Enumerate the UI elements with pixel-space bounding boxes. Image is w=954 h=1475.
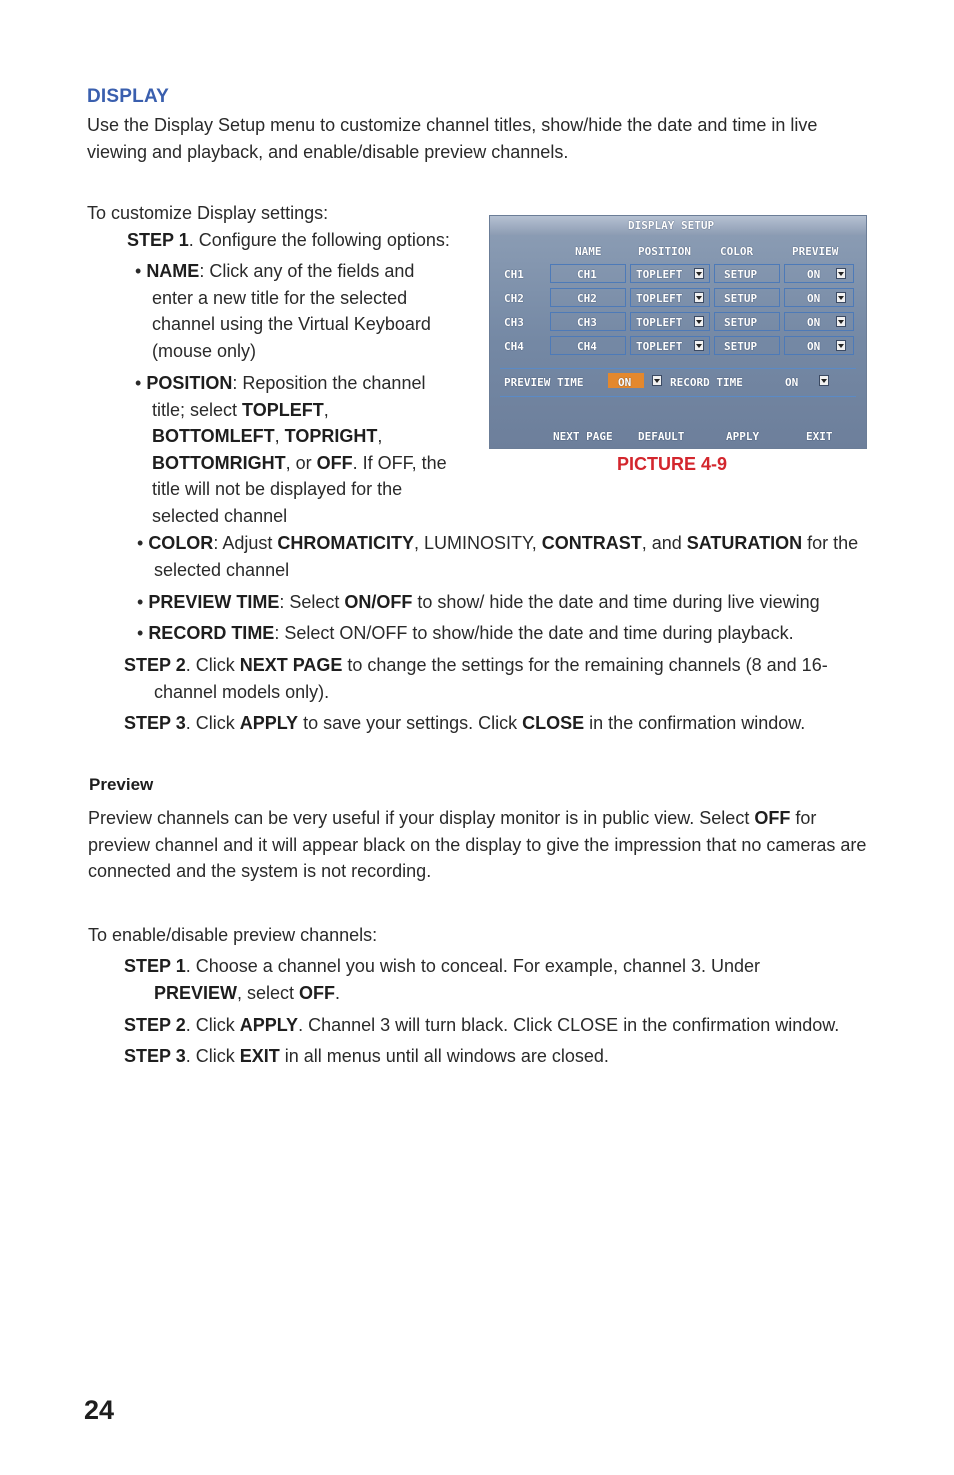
bullet-term: NAME — [146, 261, 200, 281]
option: TOPLEFT — [242, 399, 324, 420]
option: CONTRAST — [541, 533, 642, 553]
step3-line — [124, 710, 805, 737]
bullet-preview-time: • PREVIEW TIME: Select ON/OFF to show/ hide the date and time during live viewing — [137, 592, 820, 612]
section-heading-preview: Preview — [89, 775, 154, 794]
step-label: STEP 3 — [124, 1046, 186, 1066]
intro-paragraph: Use the Display Setup menu to customize channel titles, show/hide the date and time in live viewing and playback, and enable/disable preview channels. — [87, 115, 818, 162]
customize-lead: To customize Display settings: — [87, 203, 329, 223]
bullet-term: PREVIEW TIME — [148, 592, 280, 612]
dropdown-arrow-icon[interactable] — [836, 340, 846, 351]
dropdown-arrow-icon[interactable] — [652, 375, 662, 386]
step-text: . Click — [185, 713, 240, 733]
bullet-text: : Adjust — [213, 533, 278, 553]
bullet-term: RECORD TIME — [148, 623, 275, 643]
preview-step2-line — [124, 1012, 839, 1039]
step-label: STEP 1 — [127, 230, 189, 250]
paragraph-text: for preview channel and it will appear black on the display to give the impression that no cameras are connected and the system is not recording. — [88, 808, 867, 881]
step-label: STEP 2 — [124, 1015, 186, 1035]
bullet-term: POSITION — [146, 373, 233, 393]
bullet-record-time: • RECORD TIME: Select ON/OFF to show/hide the date and time during playback. — [137, 623, 794, 643]
option: TOPRIGHT — [284, 426, 378, 446]
dvr-position-value: TOPLEFT — [636, 340, 683, 353]
dropdown-arrow-icon[interactable] — [694, 292, 704, 303]
step-text: . Configure the following options: — [188, 230, 450, 250]
dvr-row-channel: CH4 — [504, 340, 524, 353]
step-text: . Click — [185, 655, 240, 675]
dvr-position-value: TOPLEFT — [636, 316, 683, 329]
step-text: to change the settings for the remaining channels (8 and 16-channel models only). — [154, 655, 828, 702]
dropdown-arrow-icon[interactable] — [836, 316, 846, 327]
bullet-text: . If OFF, the title will not be displayed for the selected channel — [152, 452, 447, 526]
preview-step1-line — [124, 953, 824, 1006]
option: OFF — [316, 452, 353, 473]
paragraph-text: Preview channels can be very useful if your display monitor is in public view. Select — [88, 808, 755, 828]
dvr-header-name: NAME — [575, 245, 602, 258]
dvr-header-color: COLOR — [720, 245, 754, 258]
dvr-name-value: CH2 — [577, 292, 597, 305]
section-heading-display: DISPLAY — [87, 86, 170, 107]
option: APPLY — [239, 713, 299, 733]
step-label: STEP 3 — [124, 713, 186, 733]
dvr-next-page-button[interactable]: NEXT PAGE — [553, 430, 613, 443]
option: EXIT — [239, 1046, 280, 1066]
bullet-text: , and — [641, 533, 687, 553]
dropdown-arrow-icon[interactable] — [694, 268, 704, 279]
step-label: STEP 1 — [124, 956, 186, 976]
dvr-default-button[interactable]: DEFAULT — [638, 430, 685, 443]
dvr-name-value: CH1 — [577, 268, 597, 281]
step-text: to save your settings. Click — [298, 713, 523, 733]
dvr-divider — [500, 368, 856, 369]
option: OFF — [754, 808, 791, 828]
preview-lead: To enable/disable preview channels: — [88, 925, 378, 945]
option: SATURATION — [686, 533, 803, 553]
bullet-text: : Reposition the channel title; select — [152, 373, 426, 420]
dvr-apply-button[interactable]: APPLY — [726, 430, 760, 443]
option: PREVIEW — [154, 982, 238, 1003]
dropdown-arrow-icon[interactable] — [694, 316, 704, 327]
option: NEXT PAGE — [239, 655, 343, 675]
dvr-position-value: TOPLEFT — [636, 268, 683, 281]
step-text: . Click — [185, 1015, 240, 1035]
step-text: in all menus until all windows are closed. — [279, 1046, 609, 1066]
dropdown-arrow-icon[interactable] — [694, 340, 704, 351]
option: BOTTOMRIGHT — [152, 452, 286, 473]
dvr-color-value: SETUP — [724, 340, 758, 353]
step1-line — [127, 227, 450, 254]
dvr-record-time-label: RECORD TIME — [670, 376, 743, 389]
bullet-text: : Select — [279, 592, 345, 612]
bullet-text: , — [377, 426, 383, 446]
preview-step3-line — [124, 1043, 609, 1070]
dvr-title: DISPLAY SETUP — [628, 219, 715, 232]
dvr-preview-value: ON — [807, 340, 821, 353]
step-text: . Channel 3 will turn black. Click CLOSE in the confirmation window. — [298, 1015, 840, 1035]
dvr-name-value: CH4 — [577, 340, 597, 353]
bullet-color: • COLOR: Adjust CHROMATICITY, LUMINOSITY, CONTRAST, and SATURATION for the selected channel — [137, 533, 859, 580]
dvr-position-value: TOPLEFT — [636, 292, 683, 305]
dvr-row-channel: CH1 — [504, 268, 524, 281]
dvr-preview-value: ON — [807, 268, 821, 281]
dvr-preview-time-label: PREVIEW TIME — [504, 376, 584, 389]
step-text: . Choose a channel you wish to conceal. For example, channel 3. Under — [185, 956, 761, 976]
dvr-preview-value: ON — [807, 292, 821, 305]
dvr-divider — [500, 396, 856, 397]
step-text: , select — [237, 982, 300, 1003]
dvr-preview-time-value: ON — [618, 376, 632, 389]
bullet-term: COLOR — [148, 533, 214, 553]
step-label: STEP 2 — [124, 655, 186, 675]
step2-line — [124, 652, 854, 705]
dvr-exit-button[interactable]: EXIT — [806, 430, 833, 443]
bullet-position: • POSITION: Reposition the channel title; select TOPLEFT, BOTTOMLEFT, TOPRIGHT, BOTTOMRIGHT, or OFF. If OFF, the title will not be displayed for the selected channel — [135, 373, 447, 526]
bullet-text: , — [274, 426, 285, 446]
bullet-text: for the selected channel — [154, 533, 859, 580]
step-text: . — [335, 982, 341, 1003]
dvr-color-value: SETUP — [724, 268, 758, 281]
bullet-text: , or — [285, 452, 317, 473]
dvr-color-value: SETUP — [724, 292, 758, 305]
dvr-record-time-value: ON — [785, 376, 799, 389]
bullet-text: , LUMINOSITY, — [414, 533, 542, 553]
preview-paragraph — [88, 805, 878, 885]
bullet-text: : Click any of the fields and enter a new title for the selected channel using the Virtual Keyboard (mouse only) — [152, 261, 431, 361]
step-text: . Click — [185, 1046, 240, 1066]
option: BOTTOMLEFT — [152, 426, 275, 446]
option: OFF — [299, 982, 336, 1003]
option: CLOSE — [522, 713, 585, 733]
dropdown-arrow-icon[interactable] — [836, 268, 846, 279]
bullet-text: : Select ON/OFF to show/hide the date and time during playback. — [274, 623, 794, 643]
dvr-name-value: CH3 — [577, 316, 597, 329]
option: CHROMATICITY — [277, 533, 415, 553]
dvr-preview-value: ON — [807, 316, 821, 329]
step-text: in the confirmation window. — [584, 713, 806, 733]
option: APPLY — [239, 1015, 299, 1035]
dropdown-arrow-icon[interactable] — [836, 292, 846, 303]
figure-caption: PICTURE 4-9 — [617, 454, 728, 474]
dvr-row-channel: CH2 — [504, 292, 524, 305]
dvr-row-channel: CH3 — [504, 316, 524, 329]
dvr-header-preview: PREVIEW — [792, 245, 839, 258]
option: ON/OFF — [344, 592, 413, 612]
page-number: 24 — [84, 1395, 115, 1425]
dropdown-arrow-icon[interactable] — [819, 375, 829, 386]
bullet-text: , — [323, 399, 329, 420]
display-setup-screenshot — [489, 215, 867, 449]
bullet-name: • NAME: Click any of the fields and enter a new title for the selected channel using the Virtual Keyboard (mouse only) — [135, 261, 431, 361]
dvr-color-value: SETUP — [724, 316, 758, 329]
dvr-header-position: POSITION — [638, 245, 691, 258]
bullet-text: to show/ hide the date and time during live viewing — [412, 592, 820, 612]
